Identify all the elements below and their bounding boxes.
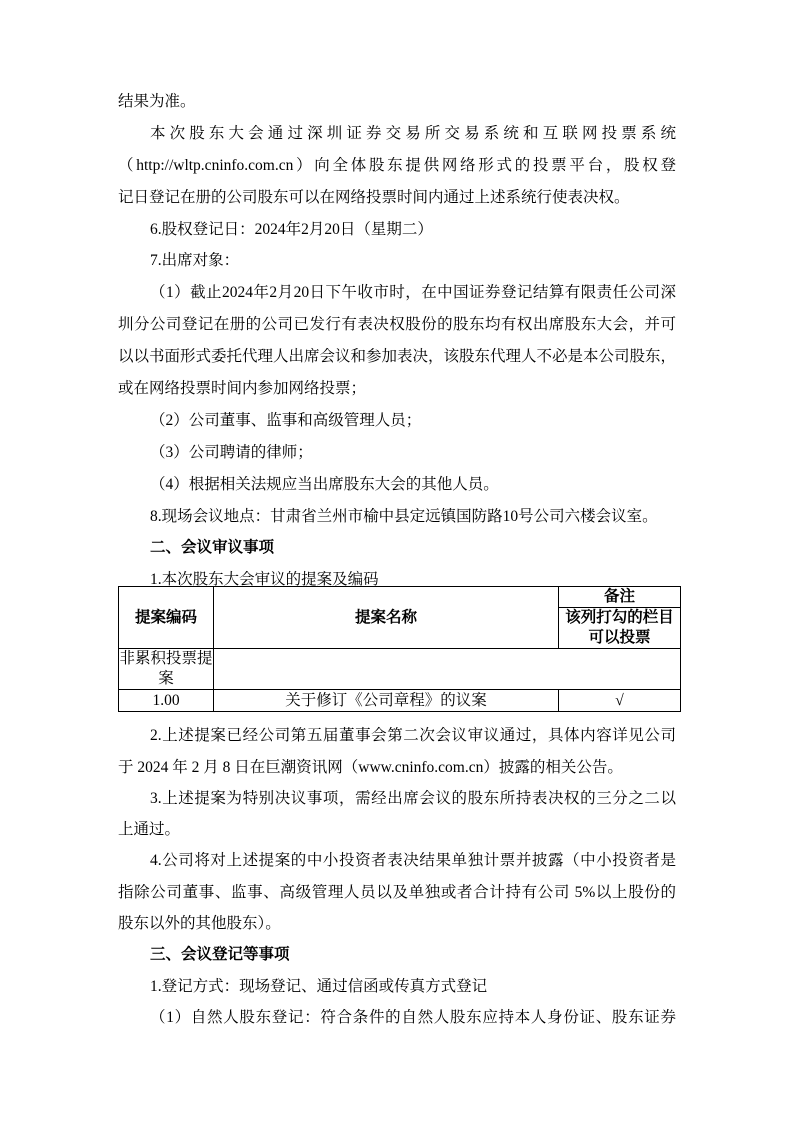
- section-heading-review-items: 二、会议审议事项: [150, 539, 275, 557]
- doc-line: 指除公司董事、监事、高级管理人员以及单独或者合计持有公司 5%以上股份的: [118, 883, 676, 901]
- doc-line: （http://wltp.cninfo.com.cn）向全体股东提供网络形式的投票平台，股权登: [118, 156, 676, 174]
- doc-line: （4）根据相关法规应当出席股东大会的其他人员。: [150, 475, 499, 493]
- doc-line-registration-method: 1.登记方式：现场登记、通过信函或传真方式登记: [150, 977, 488, 995]
- doc-line: 2.上述提案已经公司第五届董事会第二次会议审议通过，具体内容详见公司: [150, 727, 676, 745]
- section-heading-registration: 三、会议登记等事项: [150, 946, 290, 964]
- doc-line-proposal-intro: 1.本次股东大会审议的提案及编码: [150, 571, 379, 589]
- doc-line: 结果为准。: [118, 93, 196, 110]
- doc-line: 记日登记在册的公司股东可以在网络投票时间内通过上述系统行使表决权。: [118, 188, 630, 206]
- proposal-code-cell: 1.00: [119, 690, 214, 712]
- doc-line: 以以书面形式委托代理人出席会议和参加表决，该股东代理人不必是本公司股东，: [118, 348, 676, 366]
- proposal-checkmark-cell: √: [559, 690, 681, 712]
- doc-line: （2）公司董事、监事和高级管理人员；: [150, 411, 422, 429]
- doc-line: 或在网络投票时间内参加网络投票；: [118, 380, 367, 398]
- proposal-table-header-name: 提案名称: [214, 587, 559, 649]
- noncumulative-label-cell: 非累积投票提案: [119, 649, 214, 690]
- doc-line: 圳分公司登记在册的公司已发行有表决权股份的股东均有权出席股东大会，并可: [118, 316, 676, 334]
- doc-line-attendees: 7.出席对象：: [150, 252, 240, 270]
- doc-line: （1）截止2024年2月20日下午收市时，在中国证券登记结算有限责任公司深: [150, 284, 676, 302]
- doc-line: 股东以外的其他股东）。: [118, 915, 281, 933]
- doc-line: （3）公司聘请的律师；: [150, 443, 313, 461]
- proposal-name-cell: 关于修订《公司章程》的议案: [214, 690, 559, 712]
- doc-line-record-date: 6.股权登记日：2024年2月20日（星期二）: [150, 220, 433, 238]
- empty-cell: [214, 649, 681, 690]
- doc-line: 4.公司将对上述提案的中小投资者表决结果单独计票并披露（中小投资者是: [150, 852, 676, 870]
- doc-line: 于 2024 年 2 月 8 日在巨潮资讯网（www.cninfo.com.cn）披露的相关公告。: [118, 758, 623, 776]
- proposal-table: [118, 586, 681, 712]
- table-row: [119, 649, 681, 690]
- doc-line: 3.上述提案为特别决议事项，需经出席会议的股东所持表决权的三分之二以: [150, 789, 676, 807]
- doc-line-meeting-venue: 8.现场会议地点：甘肃省兰州市榆中县定远镇国防路10号公司六楼会议室。: [150, 507, 658, 525]
- proposal-table-header-code: 提案编码: [119, 587, 214, 649]
- proposal-table-header-remark-note: 该列打勾的栏目可以投票: [559, 608, 681, 649]
- doc-line: 本次股东大会通过深圳证券交易所交易系统和互联网投票系统: [150, 124, 676, 142]
- table-row: [119, 690, 681, 712]
- document-section-registration: [118, 720, 676, 1033]
- doc-line: （1）自然人股东登记：符合条件的自然人股东应持本人身份证、股东证券: [150, 1008, 676, 1026]
- doc-line: 上通过。: [118, 821, 181, 839]
- proposal-table-header-remark: 备注: [559, 587, 681, 608]
